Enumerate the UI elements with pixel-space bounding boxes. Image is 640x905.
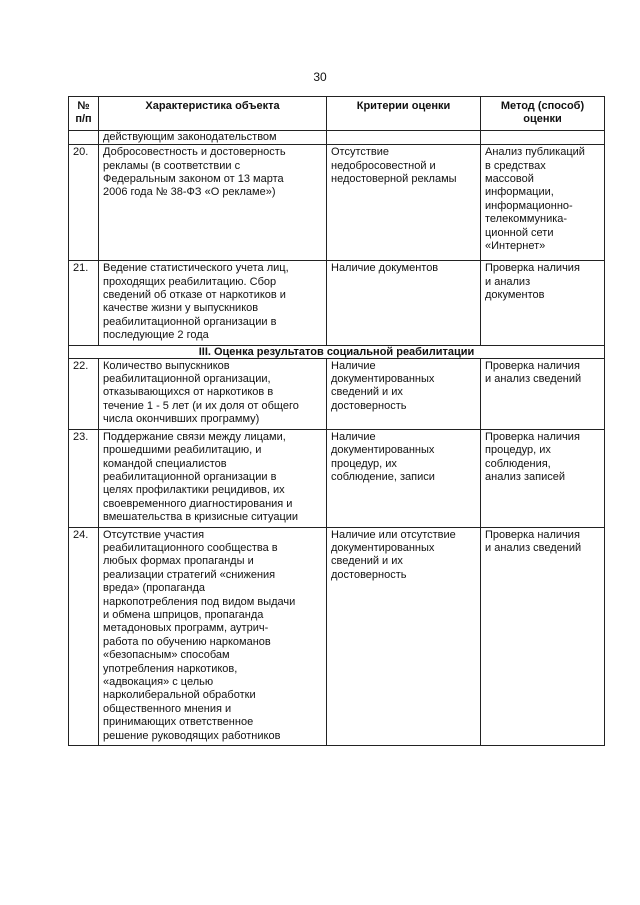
row-method: Проверка наличия и анализ сведений xyxy=(481,527,605,746)
row-criteria: Наличие или отсутствие документированных сведений и их достоверность xyxy=(327,527,481,746)
row-num: 23. xyxy=(69,429,99,527)
table-row xyxy=(69,358,605,429)
continuation-row xyxy=(69,130,605,144)
row-method: Анализ публикаций в средствах массовой информации, информационно- телекоммуника- ционной сети «Интернет» xyxy=(481,145,605,261)
row-characteristic: Добросовестность и достоверность рекламы (в соответствии с Федеральным законом от 13 марта 2006 года № 38-ФЗ «О рекламе») xyxy=(99,145,327,261)
row-criteria: Наличие документов xyxy=(327,261,481,345)
row-num: 24. xyxy=(69,527,99,746)
row-characteristic: Отсутствие участия реабилитационного сообщества в любых формах пропаганды и реализации стратегий «снижения вреда» (пропаганда наркопотребления под видом выдачи и обмена шприцов, пропаганда метадоновых программ, аутрич- работа по обучению наркоманов «безопасным» способам употребления наркотиков, «адвокация» с целью нарколиберальной обработки общественного мнения и принимающих ответственное решение руководящих работников xyxy=(99,527,327,746)
continuation-text: действующим законодательством xyxy=(99,130,327,144)
row-criteria: Наличие документированных процедур, их соблюдение, записи xyxy=(327,429,481,527)
header-characteristic: Характеристика объекта xyxy=(99,97,327,131)
page-number: 30 xyxy=(313,70,327,84)
row-method: Проверка наличия и анализ сведений xyxy=(481,358,605,429)
row-method: Проверка наличия процедур, их соблюдения, анализ записей xyxy=(481,429,605,527)
table-header-row xyxy=(69,97,605,131)
row-characteristic: Ведение статистического учета лиц, проходящих реабилитацию. Сбор сведений об отказе от наркотиков и качестве жизни у выпускников реабилитационной организации в последующие 2 года xyxy=(99,261,327,345)
row-num: 22. xyxy=(69,358,99,429)
row-characteristic: Количество выпускников реабилитационной организации, отказывающихся от наркотиков в течение 1 - 5 лет (и их доля от общего числа окончивших программу) xyxy=(99,358,327,429)
row-num: 20. xyxy=(69,145,99,261)
section-title: III. Оценка результатов социальной реабилитации xyxy=(69,345,605,358)
table-row xyxy=(69,261,605,345)
table-row xyxy=(69,429,605,527)
row-method: Проверка наличия и анализ документов xyxy=(481,261,605,345)
row-num: 21. xyxy=(69,261,99,345)
assessment-table xyxy=(68,96,605,746)
row-characteristic: Поддержание связи между лицами, прошедшими реабилитацию, и командой специалистов реабилитационной организации в целях профилактики рецидивов, их своевременного диагностирования и вмешательства в кризисные ситуации xyxy=(99,429,327,527)
row-criteria: Отсутствие недобросовестной и недостоверной рекламы xyxy=(327,145,481,261)
header-num: № п/п xyxy=(69,97,99,131)
header-criteria: Критерии оценки xyxy=(327,97,481,131)
section-row xyxy=(69,345,605,358)
table-row xyxy=(69,527,605,746)
row-criteria: Наличие документированных сведений и их достоверность xyxy=(327,358,481,429)
table-row xyxy=(69,145,605,261)
header-method: Метод (способ) оценки xyxy=(481,97,605,131)
